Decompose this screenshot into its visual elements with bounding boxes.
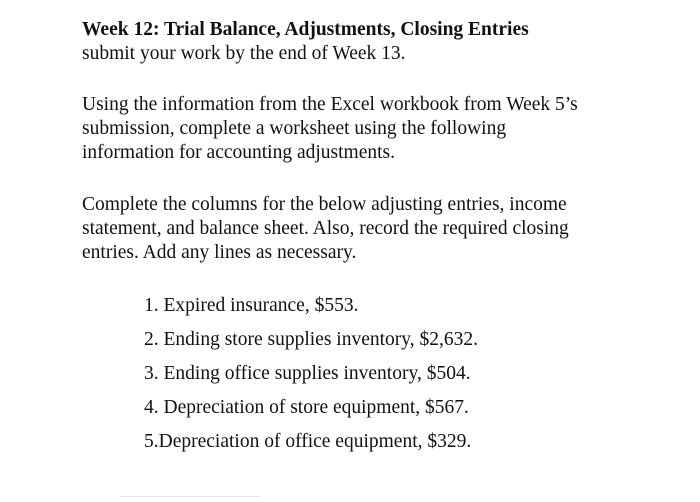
paragraph-line: information for accounting adjustments. bbox=[82, 142, 396, 163]
adjustments-list bbox=[144, 289, 478, 459]
document-page bbox=[82, 18, 682, 452]
document-title: Week 12: Trial Balance, Adjustments, Closing Entries bbox=[82, 19, 529, 40]
adjustment-item: 1. Expired insurance, $553. bbox=[144, 295, 359, 316]
paragraph-line: entries. Add any lines as necessary. bbox=[82, 242, 357, 263]
paragraph-line: submission, complete a worksheet using the following bbox=[82, 118, 507, 139]
instructions-paragraph-1 bbox=[82, 93, 682, 165]
adjustment-item: 2. Ending store supplies inventory, $2,632. bbox=[144, 329, 478, 350]
adjustment-item: 4. Depreciation of store equipment, $567. bbox=[144, 397, 469, 418]
adjustment-item: 5.Depreciation of office equipment, $329. bbox=[144, 431, 472, 452]
paragraph-line: statement, and balance sheet. Also, record the required closing bbox=[82, 218, 569, 239]
paragraph-line: Complete the columns for the below adjusting entries, income bbox=[82, 194, 567, 215]
instructions-paragraph-2 bbox=[82, 193, 682, 265]
paragraph-line: Using the information from the Excel workbook from Week 5’s bbox=[82, 94, 578, 115]
page-bottom-divider bbox=[120, 496, 260, 497]
adjustment-item: 3. Ending office supplies inventory, $504. bbox=[144, 363, 471, 384]
document-subtitle: submit your work by the end of Week 13. bbox=[82, 43, 406, 64]
